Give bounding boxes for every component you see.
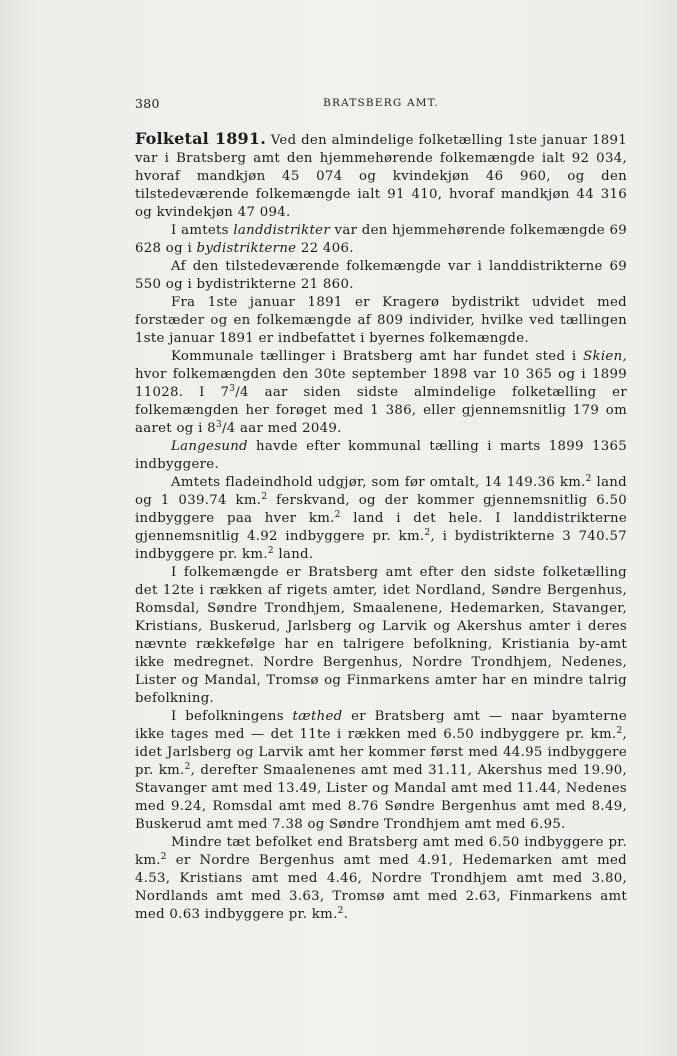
superscript: 2 xyxy=(334,510,341,520)
italic-term: Skien, xyxy=(583,349,627,364)
text-run: er Bratsberg amt — naar byamterne ikke tages med — det 11te i rækken med 6.50 indbyggere pr. km. xyxy=(135,709,627,742)
running-head: BRATSBERG AMT. xyxy=(323,97,439,109)
superscript: 2 xyxy=(337,906,344,916)
italic-term: Langesund xyxy=(171,439,248,454)
page-number: 380 xyxy=(135,96,160,111)
text-run: Ved den almindelige folketælling 1ste januar 1891 var i Bratsberg amt den hjemmehørende folkemængde ialt 92 034, hvoraf mandkjøn 45 074 og kvindekjøn 46 960, og den tilstedeværende folkemængde ialt 91 410, hvoraf mandkjøn 44 316 og kvindekjøn 47 094. xyxy=(135,133,628,220)
superscript: 3 xyxy=(229,384,236,394)
text-run: er Nordre Bergenhus amt med 4.91, Hedemarken amt med 4.53, Kristians amt med 4.46, Nordre Trondhjem amt med 3.80, Nordlands amt med 3.63, Tromsø amt med 2.63, Finmarkens amt med 0.63 indbyggere pr. km. xyxy=(135,853,627,922)
text-run: land og 1 039.74 km. xyxy=(135,475,627,508)
superscript: 2 xyxy=(267,546,274,556)
page-header xyxy=(135,96,627,116)
superscript: 2 xyxy=(160,852,167,862)
text-run: . xyxy=(343,907,349,922)
superscript: 2 xyxy=(585,474,592,484)
italic-term: landdistrikter xyxy=(233,223,330,238)
paragraph xyxy=(135,348,627,438)
text-run: /4 aar med 2049. xyxy=(221,421,342,436)
superscript: 2 xyxy=(424,528,431,538)
paragraph xyxy=(135,708,627,834)
superscript: 2 xyxy=(184,762,191,772)
text-run: I amtets xyxy=(171,223,234,238)
superscript: 2 xyxy=(261,492,268,502)
text-run: ferskvand, og der kommer gjennemsnitlig 6.50 indbyggere paa hver km. xyxy=(135,493,628,526)
text-run: 22 406. xyxy=(296,241,354,256)
paragraph xyxy=(135,222,627,258)
text-run: Amtets fladeindhold udgjør, som før omtalt, 14 149.36 km. xyxy=(171,475,586,490)
text-run: , idet Jarlsberg og Larvik amt her kommer først med 44.95 indbyggere pr. km. xyxy=(135,727,627,778)
paragraph xyxy=(135,130,627,222)
italic-term: bydistrikterne xyxy=(196,241,297,256)
body-text xyxy=(135,130,627,924)
paragraph xyxy=(135,258,627,294)
text-run: Af den tilstedeværende folkemængde var i landdistrikterne 69 550 og i bydistrikterne 21 860. xyxy=(135,259,627,292)
superscript: 2 xyxy=(616,726,623,736)
text-run: hvor folkemængden den 30te september 1898 var 10 365 og i 1899 11028. I 7 xyxy=(135,367,627,400)
paragraph xyxy=(135,438,627,474)
text-run: , i bydistrikterne 3 740.57 indbyggere pr. km. xyxy=(135,529,627,562)
paragraph xyxy=(135,564,627,708)
text-run: Mindre tæt befolket end Bratsberg amt med 6.50 indbyggere pr. km. xyxy=(135,835,627,868)
italic-term: tæthed xyxy=(292,709,343,724)
text-run: land i det hele. I landdistrikterne gjennemsnitlig 4.92 indbyggere pr. km. xyxy=(135,511,627,544)
superscript: 3 xyxy=(215,420,222,430)
text-run: havde efter kommunal tælling i marts 1899 1365 indbyggere. xyxy=(135,439,627,472)
text-run: Fra 1ste januar 1891 er Kragerø bydistrikt udvidet med forstæder og en folkemængde af 809 individer, hvilke ved tællingen 1ste januar 1891 er indbefattet i byernes folkemængde. xyxy=(135,295,627,346)
paragraph xyxy=(135,474,627,564)
text-run: I befolkningens xyxy=(171,709,293,724)
text-run: land. xyxy=(273,547,314,562)
paragraph xyxy=(135,834,627,924)
paragraph xyxy=(135,294,627,348)
text-run: var den hjemmehørende folkemængde 69 628 og i xyxy=(135,223,627,256)
text-run: I folkemængde er Bratsberg amt efter den sidste folketælling det 12te i rækken af rigets amter, idet Nordland, Søndre Bergenhus, Romsdal, Søndre Trondhjem, Smaalenene, Hedemarken, Stavanger, Kristians, Buskerud, Jarlsberg og Larvik og Akershus amter i deres nævnte rækkefølge har en talrigere befolkning, Kristiania by-amt ikke medregnet. Nordre Bergenhus, Nordre Trondhjem, Nedenes, Lister og Mandal, Tromsø og Finmarkens amter har en mindre talrig befolkning. xyxy=(135,565,627,706)
text-run: /4 aar siden sidste almindelige folketælling er folkemængden her forøget med 1 386, eller gjennemsnitlig 179 om aaret og i 8 xyxy=(135,385,627,436)
text-run: Kommunale tællinger i Bratsberg amt har fundet sted i xyxy=(171,349,584,364)
text-run: , derefter Smaalenenes amt med 31.11, Akershus med 19.90, Stavanger amt med 13.49, Lister og Mandal amt med 11.44, Nedenes med 9.24, Romsdal amt med 8.76 Søndre Bergenhus amt med 8.49, Buskerud amt med 7.38 og Søndre Trondhjem amt med 6.95. xyxy=(135,763,627,832)
section-title: Folketal 1891. xyxy=(135,129,266,148)
